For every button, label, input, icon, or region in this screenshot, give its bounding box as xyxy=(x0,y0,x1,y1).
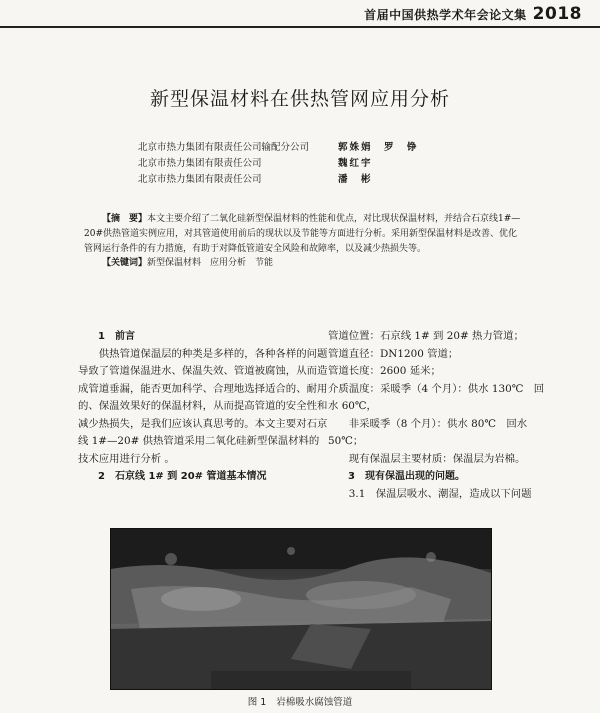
abstract-label: 【摘 要】 xyxy=(102,214,148,224)
author-affiliation: 北京市热力集团有限责任公司 xyxy=(138,158,262,169)
journal-year: 2018 xyxy=(532,4,582,24)
insulation-material: 现有保温层主要材质：保温层为岩棉。 xyxy=(348,452,526,465)
figure-number: 图 1 xyxy=(247,697,267,708)
right-column xyxy=(328,328,554,503)
medium-temp-nonheating: 非采暖季（8 个月）：供水 80℃ 回水 50℃； xyxy=(328,417,528,447)
author-affiliation: 北京市热力集团有限责任公司 xyxy=(138,174,262,185)
corroded-pipe-photo xyxy=(111,529,491,689)
abstract-block xyxy=(84,212,524,271)
pipe-diameter: 管道直径：DN1200 管道； xyxy=(328,347,459,360)
section-heading-problems: 3 现有保温出现的问题。 xyxy=(348,471,465,482)
figure-caption xyxy=(0,694,600,708)
paper-title: 新型保温材料在供热管网应用分析 xyxy=(149,88,450,110)
keywords-text: 新型保温材料 应用分析 节能 xyxy=(147,258,274,269)
keywords-label: 【关键词】 xyxy=(102,258,148,269)
author-list xyxy=(138,140,419,188)
section-heading-pipeline: 2 石京线 1# 到 20# 管道基本情况 xyxy=(98,471,267,482)
author-names: 郭姝娟 罗 铮 xyxy=(338,142,419,153)
author-row xyxy=(138,156,419,172)
medium-temp-heating: 介质温度：采暖季（4 个月）：供水 130℃ 回水 60℃， xyxy=(328,382,545,412)
keywords xyxy=(84,256,524,271)
author-names: 潘 彬 xyxy=(338,174,373,185)
author-row xyxy=(138,172,419,188)
figure-photo-corroded-pipe xyxy=(110,528,492,690)
page-header xyxy=(0,0,600,28)
journal-header xyxy=(364,4,582,24)
left-column xyxy=(78,328,328,486)
author-row xyxy=(138,140,419,156)
abstract xyxy=(84,212,524,256)
pipe-location: 管道位置：石京线 1# 到 20# 热力管道； xyxy=(328,330,524,342)
author-names: 魏红宇 xyxy=(338,158,373,169)
intro-paragraph: 供热管道保温层的种类是多样的，各种各样的问题导致了管道保温进水、保温失效、管道被腐蚀，从而造成管道垂漏，能否更加科学、合理地选择适合的、耐用的、保温效果好的保温材料，从而提高管道的安全性和减少热损失，是我们应该认真思考的。本文主要对石京线 1#—20# 供热管道采用二氧化硅新型保温材料的技术应用进行分析 。 xyxy=(78,347,328,465)
journal-name: 首届中国供热学术年会论文集 xyxy=(364,8,527,22)
section-heading-intro: 1 前言 xyxy=(98,331,135,342)
subsection-3-1: 3.1 保温层吸水、潮湿，造成以下问题 xyxy=(348,487,532,500)
author-affiliation: 北京市热力集团有限责任公司输配分公司 xyxy=(138,142,310,153)
abstract-text: 本文主要介绍了二氧化硅新型保温材料的性能和优点，对比现状保温材料，并结合石京线1#—20#供热管道实例应用，对其管道使用前后的现状以及节能等方面进行分析。采用新型保温材料是改善、优化管网运行条件的有力措施，有助于对降低管道安全风险和故障率，以及减少热损失等。 xyxy=(84,214,521,254)
pipe-length: 管道长度：2600 延米； xyxy=(328,365,441,377)
figure-caption-text: 岩棉吸水腐蚀管道 xyxy=(276,697,353,708)
